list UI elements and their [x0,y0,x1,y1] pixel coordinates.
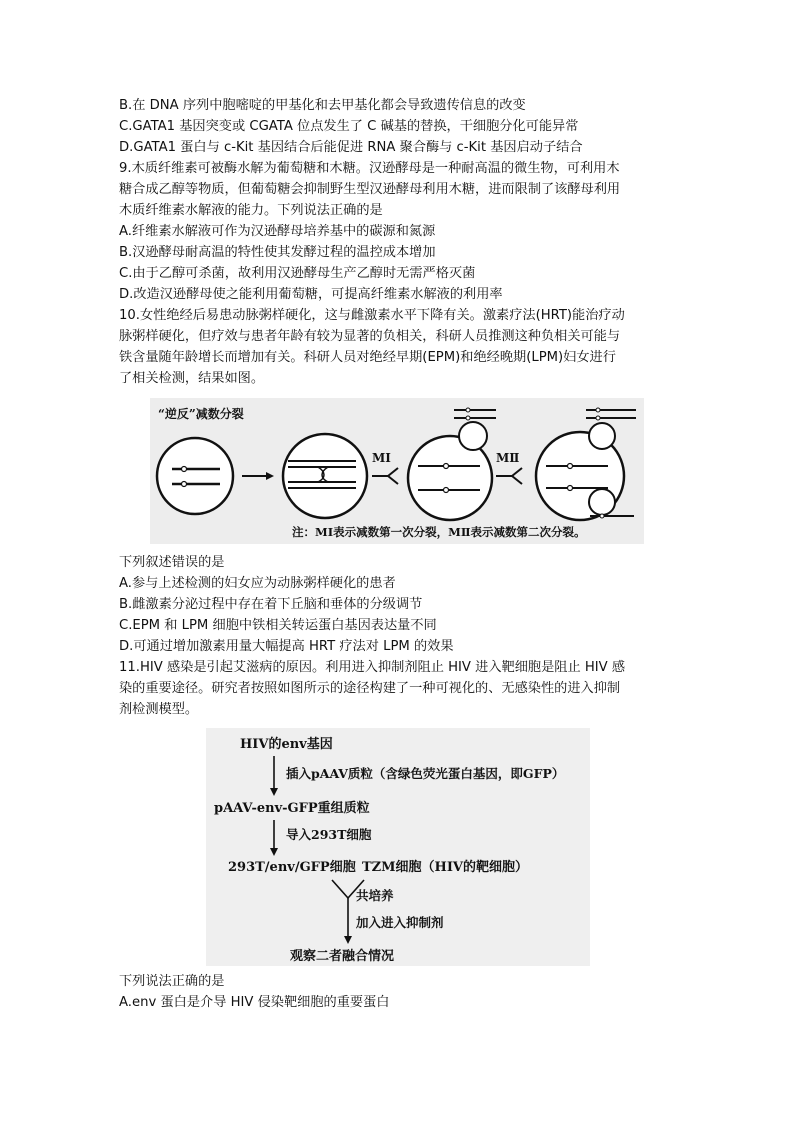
question-9-line-2: 糖合成乙醇等物质，但葡萄糖会抑制野生型汉逊酵母利用木糖，进而限制了该酵母利用 [119,182,621,197]
question-11-line-2: 染的重要途径。研究者按照如图所示的途径构建了一种可视化的、无感染性的进入抑制 [119,681,621,696]
figure-flowchart [206,728,590,966]
flow-arrow-2-label: 导入293T细胞 [286,827,372,842]
cell-2 [283,434,367,518]
question-9-line-1: 9.木质纤维素可被酶水解为葡萄糖和木糖。汉逊酵母是一种耐高温的微生物，可利用木 [119,161,620,176]
label-m1: MⅠ [372,451,391,465]
question-10-line-3: 铁含量随年龄增长而增加有关。科研人员对绝经早期(EPM)和绝经晚期(LPM)妇女进行 [119,350,616,365]
flow-step-2: pAAV-env-GFP重组质粒 [214,801,370,816]
option-a-q9: A.纤维素水解液可作为汉逊酵母培养基中的碳源和氮源 [119,224,436,239]
option-c-q8: C.GATA1 基因突变或 CGATA 位点发生了 C 碱基的替换，干细胞分化可能异常 [119,119,579,134]
split-arrow-icon [372,468,398,484]
option-b-q8: B.在 DNA 序列中胞嘧啶的甲基化和去甲基化都会导致遗传信息的改变 [119,98,526,113]
option-c-q9: C.由于乙醇可杀菌，故利用汉逊酵母生产乙醇时无需严格灭菌 [119,266,476,281]
option-d-q10: D.可通过增加激素用量大幅提高 HRT 疗法对 LPM 的效果 [119,639,454,654]
question-9-line-3: 木质纤维素水解液的能力。下列说法正确的是 [119,203,383,218]
question-10-line-2: 脉粥样硬化，但疗效与患者年龄有较为显著的负相关，科研人员推测这种负相关可能与 [119,329,621,344]
flow-step-1: HIV的env基因 [240,737,333,752]
question-10-line-4: 了相关检测，结果如图。 [119,371,265,386]
label-m2: MⅡ [496,451,520,465]
option-b-q10: B.雌激素分泌过程中存在着下丘脑和垂体的分级调节 [119,597,423,612]
option-d-q8: D.GATA1 蛋白与 c-Kit 基因结合后能促进 RNA 聚合酶与 c-Kit 基因启动子结合 [119,140,583,155]
flow-arrow-3a-label: 共培养 [356,888,394,903]
option-c-q10: C.EPM 和 LPM 细胞中铁相关转运蛋白基因表达量不同 [119,618,437,633]
cell-4 [536,408,636,520]
cell-1 [157,438,233,514]
figure1-note: 注：MⅠ表示减数第一次分裂，MⅡ表示减数第二次分裂。 [292,525,586,539]
option-b-q9: B.汉逊酵母耐高温的特性使其发酵过程的温控成本增加 [119,245,436,260]
down-arrow-icon [270,756,278,796]
figure1-title: “逆反”减数分裂 [158,407,244,421]
question-11-line-1: 11.HIV 感染是引起艾滋病的原因。利用进入抑制剂阻止 HIV 进入靶细胞是阻止 HIV 感 [119,660,626,675]
question-11-line-3: 剂检测模型。 [119,702,199,717]
arrow-icon [242,472,274,480]
flow-step-3a: 293T/env/GFP细胞 [228,860,356,875]
option-d-q9: D.改造汉逊酵母使之能利用葡萄糖，可提高纤维素水解液的利用率 [119,287,503,302]
flow-arrow-3b-label: 加入进入抑制剂 [356,915,444,930]
flow-arrow-1-label: 插入pAAV质粒（含绿色荧光蛋白基因，即GFP） [286,766,565,781]
down-arrow-icon [270,820,278,856]
flow-step-3b: TZM细胞（HIV的靶细胞） [362,860,529,875]
split-arrow-icon [496,468,522,484]
question-10-line-1: 10.女性绝经后易患动脉粥样硬化，这与雌激素水平下降有关。激素疗法(HRT)能治疗动 [119,308,625,323]
figure-reverse-meiosis [150,398,644,544]
flow-step-4: 观察二者融合情况 [290,949,395,964]
question-10-stem: 下列叙述错误的是 [119,555,225,570]
cell-3 [408,408,496,520]
option-a-q10: A.参与上述检测的妇女应为动脉粥样硬化的患者 [119,576,396,591]
option-a-q11: A.env 蛋白是介导 HIV 侵染靶细胞的重要蛋白 [119,995,390,1010]
question-11-stem: 下列说法正确的是 [119,974,225,989]
